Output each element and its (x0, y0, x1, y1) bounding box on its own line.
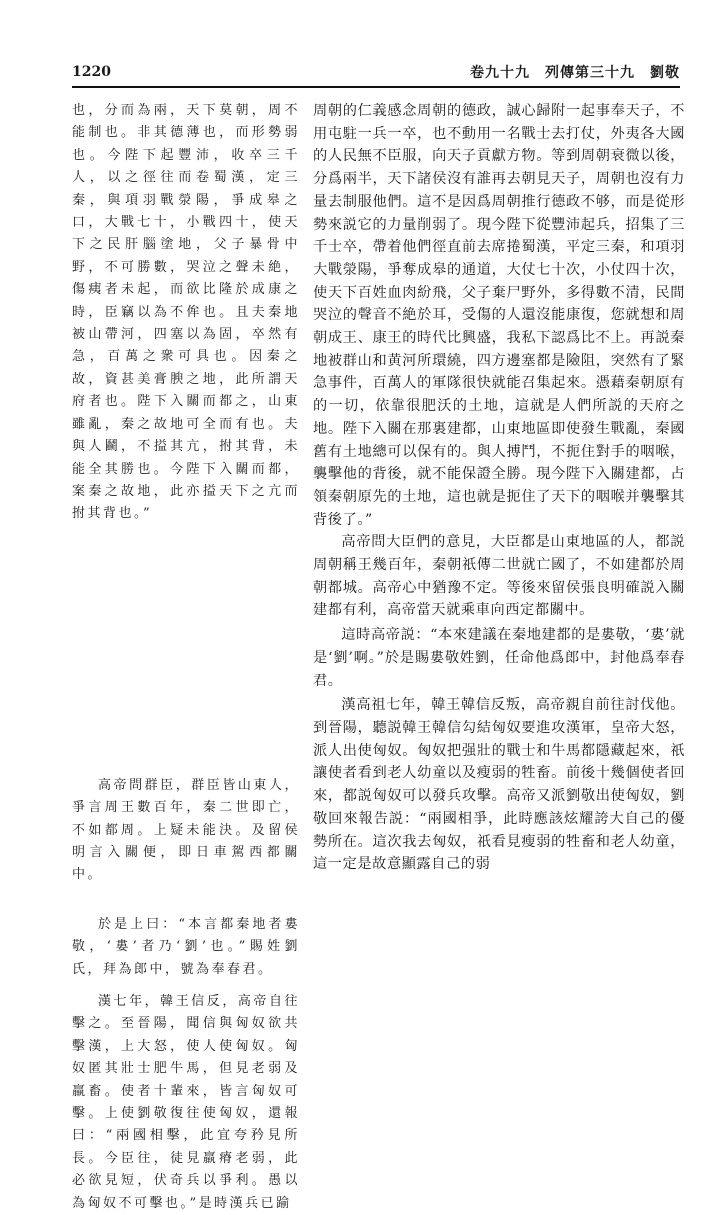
translation-text-column (313, 100, 685, 876)
translation-paragraph: 漢高祖七年，韓王韓信反叛，高帝親自前往討伐他。到晉陽，聽説韓王韓信勾結匈奴要進攻漢軍，皇帝大怒，派人出使匈奴。匈奴把强壯的戰士和牛馬都隱藏起來，祇讓使者看到老人幼童以及瘦弱的牲畜。前後十幾個使者回來，都説匈奴可以發兵攻擊。高帝又派劉敬出使匈奴，劉敬回來報告説：“兩國相爭，此時應該炫耀誇大自己的優勢所在。這次我去匈奴，祇看見瘦弱的牲畜和老人幼童，這一定是故意顯露自己的弱 (313, 697, 685, 873)
header-rule (72, 86, 680, 88)
translation-paragraph: 周朝的仁義感念周朝的德政，誠心歸附一起事奉天子，不用屯駐一兵一卒，也不動用一名戰士去打仗，外夷各大國的人民無不臣服，向天子貢獻方物。等到周朝衰微以後，分爲兩半，天下諸侯沒有誰再去朝見天子，周朝也沒有力量去制服他們。這不是因爲周朝推行德政不够，而是從形勢來説它的力量削弱了。現今陛下從豐沛起兵，招集了三千士卒，帶着他們徑直前去席捲蜀漢，平定三秦，和項羽大戰滎陽，爭奪成皋的通道，大仗七十次，小仗四十次，使天下百姓血肉紛飛，父子棄尸野外，多得數不清，民間哭泣的聲音不絶於耳，受傷的人還沒能康復，您就想和周朝成王、康王的時代比興盛，我私下認爲比不上。再説秦地被群山和黄河所環繞，四方邊塞都是險阻，突然有了緊急事件，百萬人的軍隊很快就能召集起來。憑藉秦朝原有的一切，依靠很肥沃的土地，這就是人們所説的天府之地。陛下入關在那裏建都，山東地區即使發生戰亂，秦國舊有土地總可以保有的。與人搏鬥，不扼住對手的咽喉，襲擊他的背後，就不能保證全勝。現今陛下入關建都，占領秦朝原先的土地，這也就是扼住了天下的咽喉并襲擊其背後了。” (313, 103, 685, 528)
translation-paragraph: 這時高帝説：“本來建議在秦地建都的是婁敬，‘婁’就是‘劉’啊。”於是賜婁敬姓劉，任命他爲郎中，封他爲奉春君。 (313, 627, 685, 689)
original-paragraph: 漢七年，韓王信反，高帝自往擊之。至晉陽，聞信與匈奴欲共擊漢，上大怒，使人使匈奴。匈奴匿其壯士肥牛馬，但見老弱及羸畜。使者十輩來，皆言匈奴可擊。上使劉敬復往使匈奴，還報曰：“兩國相擊，此宜夸矜見所長。今臣往，徒見羸瘠老弱，此必欲見短，伏奇兵以爭利。愚以為匈奴不可擊也。”是時漢兵已踰 (72, 993, 300, 1211)
translation-paragraph: 高帝問大臣們的意見，大臣都是山東地區的人，都説周朝稱王幾百年，秦朝祇傳二世就亡國了，不如建都於周朝都城。高帝心中猶豫不定。等後來留侯張良明確説入關建都有利，高帝當天就乘車向西定都關中。 (313, 534, 685, 619)
running-header (72, 60, 680, 84)
original-paragraph: 也，分而為兩，天下莫朝，周不能制也。非其德薄也，而形勢弱也。今陛下起豐沛，收卒三千人，以之徑往而卷蜀漢，定三秦，與項羽戰滎陽，爭成皋之口，大戰七十，小戰四十，使天下之民肝腦塗地，父子暴骨中野，不可勝數，哭泣之聲未絶，傷痍者未起，而欲比隆於成康之時，臣竊以為不侔也。且夫秦地被山帶河，四塞以為固，卒然有急，百萬之衆可具也。因秦之故，資甚美膏腴之地，此所謂天府者也。陛下入關而都之，山東雖亂，秦之故地可全而有也。夫與人鬬，不搤其亢，拊其背，未能全其勝也。今陛下入關而都，案秦之故地，此亦搤天下之亢而拊其背也。” (72, 103, 300, 522)
original-text-column (72, 100, 300, 1215)
original-paragraph: 高帝問群臣，群臣皆山東人，爭言周王數百年，秦二世即亡，不如都周。上疑未能決。及留侯明言入關便，即日車駕西都關中。 (72, 777, 300, 883)
original-paragraph: 於是上曰：“本言都秦地者婁敬，‘婁’者乃‘劉’也。”賜姓劉氏，拜為郎中，號為奉春君。 (72, 916, 300, 977)
page-number: 1220 (72, 64, 111, 80)
chapter-title: 卷九十九 列傳第三十九 劉敬 (470, 65, 680, 81)
